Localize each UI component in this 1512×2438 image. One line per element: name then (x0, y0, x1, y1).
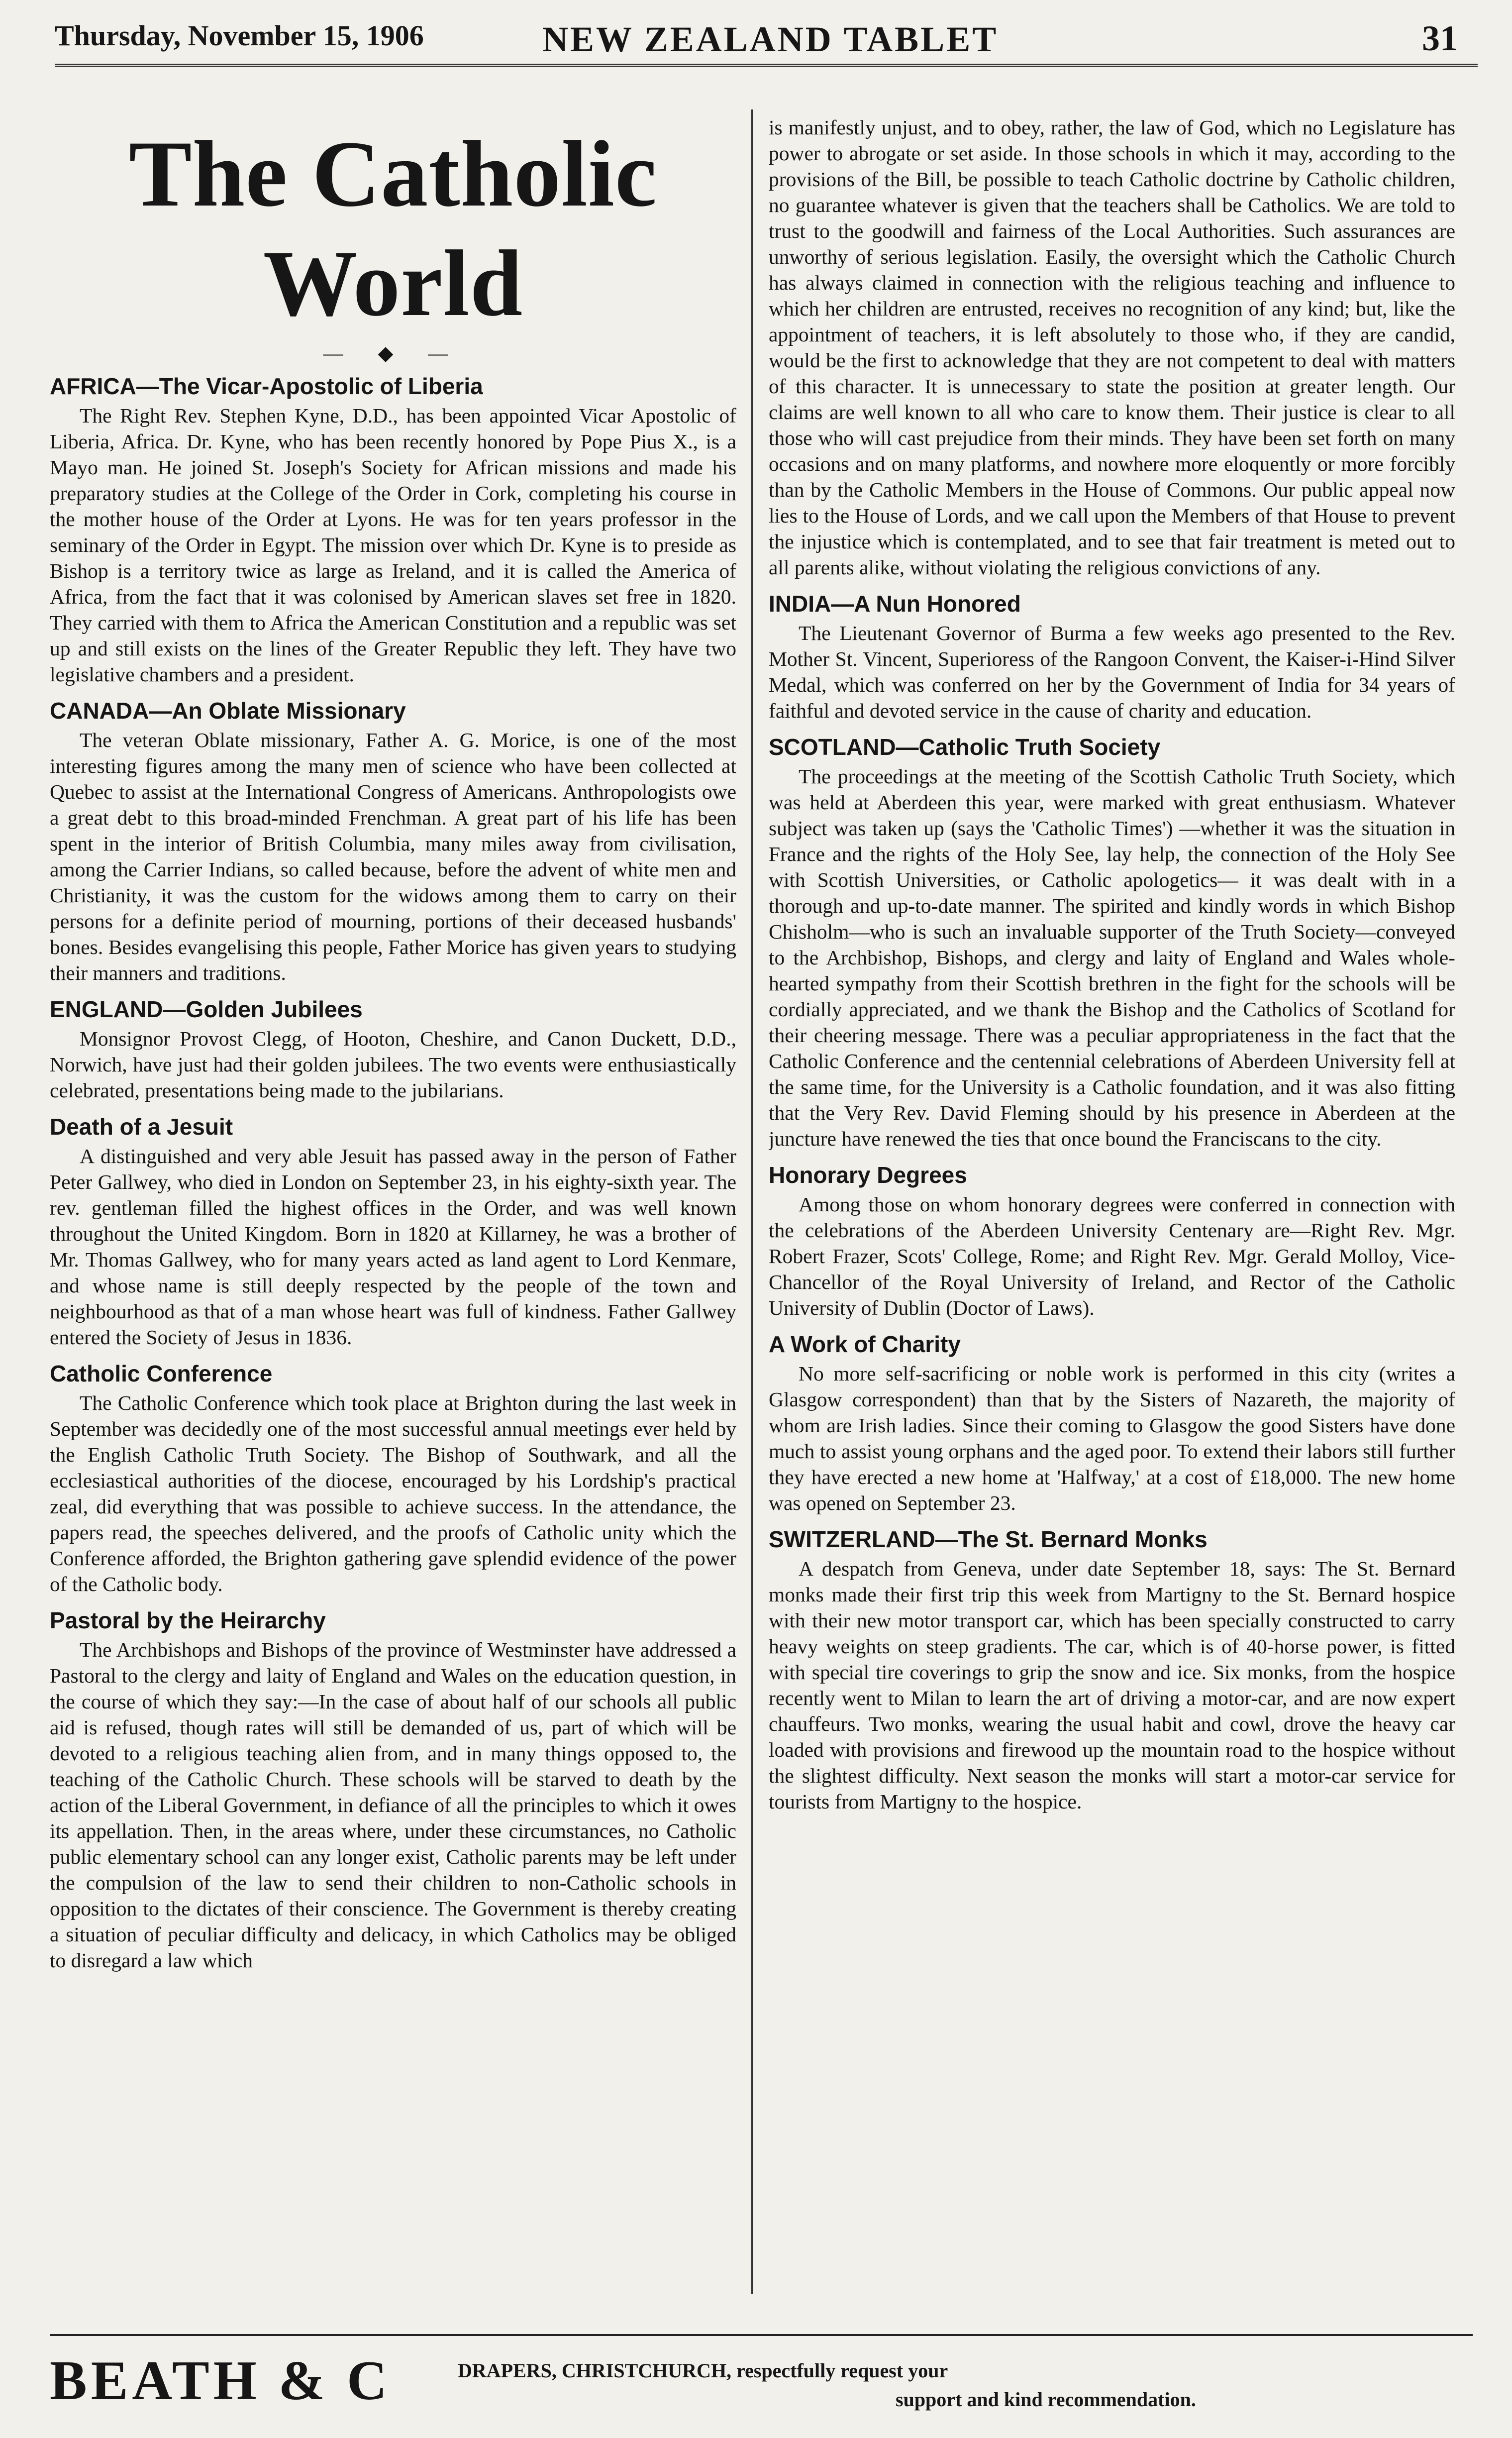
article-heading: SCOTLAND—Catholic Truth Society (769, 734, 1161, 760)
issue-date: Thursday, November 15, 1906 (55, 19, 424, 52)
article-switzerland (769, 1525, 1455, 1814)
article-heading: ENGLAND—Golden Jubilees (50, 996, 363, 1022)
article-heading: Honorary Degrees (769, 1162, 967, 1188)
article-heading: Death of a Jesuit (50, 1114, 233, 1140)
newspaper-title: NEW ZEALAND TABLET (542, 19, 999, 59)
ornament-divider: — ◆ — (323, 342, 463, 364)
article-body: Among those on whom honorary degrees were conferred in connection with the celebrations of the Aberdeen University Centenary are—Right Rev. Mgr. Robert Frazer, Scots' College, Rome; and Right Rev. Mgr. Gerald Molloy, Vice-Chancellor of the Royal University of Ireland, and Rector of the Catholic University of Dublin (Doctor of Laws). (769, 1193, 1455, 1319)
article-africa (50, 372, 736, 687)
masthead (55, 14, 1478, 89)
article-charity (769, 1330, 1455, 1516)
article-body: Monsignor Provost Clegg, of Hooton, Cheshire, and Canon Duckett, D.D., Norwich, have just had their golden jubilees. The two events were enthusiastically celebrated, presentations being made to the jubilarians. (50, 1027, 736, 1102)
article-jesuit (50, 1112, 736, 1350)
article-pastoral-continued (769, 114, 1455, 580)
article-conference (50, 1359, 736, 1597)
article-heading: Pastoral by the Heirarchy (50, 1607, 326, 1633)
article-degrees (769, 1161, 1455, 1321)
advertisement-footer (50, 2334, 1473, 2414)
article-body: The Archbishops and Bishops of the province of Westminster have addressed a Pastoral to the clergy and laity of England and Wales on the education question, in the course of which they say:—In the case of about half of our schools all public aid is refused, though rates will still be demanded of us, part of which will be devoted to a religious teaching alien from, and in many things opposed to, the teaching of the Catholic Church. These schools will be starved to death by the action of the Liberal Government, in defiance of all the principles to which it owes its appellation. Then, in the areas where, under these circumstances, no Catholic public elementary school can any longer exist, Catholic parents may be left under the compulsion of the law to send their children to non-Catholic schools in opposition to the dictates of their conscience. The Government is thereby creating a situation of peculiar difficulty and delicacy, in which Catholics may be obliged to disregard a law which (50, 1638, 736, 1972)
masthead-rule (55, 64, 1478, 67)
article-heading: Catholic Conference (50, 1361, 273, 1386)
article-pastoral (50, 1606, 736, 1973)
article-heading: AFRICA—The Vicar-Apostolic of Liberia (50, 373, 483, 399)
advertisement-line-2: support and kind recommendation. (896, 2388, 1196, 2411)
article-body: The Catholic Conference which took place at Brighton during the last week in September was decidedly one of the most successful annual meetings ever held by the English Catholic Truth Society. The Bishop of Southwark, and all the ecclesiastical authorities of the diocese, encouraged by his Lordship's practical zeal, did everything that was possible to achieve success. In the attendance, the papers read, the speeches delivered, and the proofs of Catholic unity which the Conference afforded, the Brighton gathering gave splendid evidence of the power of the Catholic body. (50, 1391, 736, 1595)
article-heading: SWITZERLAND—The St. Bernard Monks (769, 1526, 1208, 1552)
article-england (50, 995, 736, 1103)
article-india (769, 589, 1455, 724)
article-body: No more self-sacrificing or noble work is performed in this city (writes a Glasgow correspondent) than that by the Sisters of Nazareth, the majority of whom are Irish ladies. Since their coming to Glasgow the good Sisters have done much to assist young orphans and the aged poor. To extend their labors still further they have erected a new home at 'Halfway,' at a cost of £18,000. The new home was opened on September 23. (769, 1362, 1455, 1514)
article-body: The proceedings at the meeting of the Scottish Catholic Truth Society, which was held at Aberdeen this year, were marked with great enthusiasm. Whatever subject was taken up (says the 'Catholic Times') —whether it was the situation in France and the rights of the Holy See, lay help, the connection of the Holy See with Scottish Universities, or Catholic apologetics— it was dealt with in a thorough and up-to-date manner. The spirited and kindly words in which Bishop Chisholm—who is such an invaluable supporter of the Truth Society—conveyed to the Archbishop, Bishops, and clergy and laity of England and Wales whole-hearted sympathy from their Scottish brethren in the fight for the schools will be cordially appreciated, and we thank the Bishop and the Catholics of Scotland for their cheering message. There was a peculiar appropriateness in the fact that the Catholic Conference and the centennial celebrations of Aberdeen University fell at the same time, for the University is a Catholic foundation, and it was also fitting that the Very Rev. David Fleming should by his presence in Aberdeen at the juncture have renewed the ties that once bound the Franciscans to the city. (769, 765, 1455, 1150)
article-heading: INDIA—A Nun Honored (769, 591, 1021, 617)
article-scotland (769, 733, 1455, 1152)
page-number: 31 (1422, 18, 1458, 58)
left-column (50, 114, 736, 2289)
right-column (769, 114, 1455, 2289)
article-body: A distinguished and very able Jesuit has passed away in the person of Father Peter Gallwey, who died in London on September 23, in his eighty-sixth year. The rev. gentleman filled the highest offices in the Order, and was well known throughout the United Kingdom. Born in 1820 at Killarney, he was a brother of Mr. Thomas Gallwey, who for many years acted as land agent to Lord Kenmare, and whose name is still deeply respected by the people of the town and neighbourhood as that of a man whose heart was full of kindness. Father Gallwey entered the Society of Jesus in 1836. (50, 1145, 736, 1349)
article-body: The Right Rev. Stephen Kyne, D.D., has been appointed Vicar Apostolic of Liberia, Africa. Dr. Kyne, who has been recently honored by Pope Pius X., is a Mayo man. He joined St. Joseph's Society for African missions and made his preparatory studies at the College of the Order in Cork, completing his course in the mother house of the Order at Lyons. He was for ten years professor in the seminary of the Order in Egypt. The mission over which Dr. Kyne is to preside as Bishop is a territory twice as large as Ireland, and it is called the America of Africa, from the fact that it was colonised by American slaves set free in 1820. They carried with them to Africa the American Constitution and a republic was set up and still exists on the lines of the Greater Republic they left. They have two legislative chambers and a president. (50, 404, 736, 686)
section-title: The Catholic World (128, 122, 658, 336)
article-heading: A Work of Charity (769, 1331, 961, 1357)
advertisement-line-1: DRAPERS, CHRISTCHURCH, respectfully request your (458, 2359, 948, 2382)
column-divider (751, 109, 753, 2294)
article-body: The veteran Oblate missionary, Father A. G. Morice, is one of the most interesting figures among the many men of science who have been collected at Quebec to assist at the International Congress of Americans. Anthropologists owe a great debt to this broad-minded Frenchman. A great part of his life has been spent in the interior of British Columbia, many miles away from civilisation, among the Carrier Indians, so called because, before the advent of white men and Christianity, it was the custom for the widows among them to carry on their persons for a definite period of mourning, portions of their deceased husbands' bones. Besides evangelising this people, Father Morice has given years to studying their manners and traditions. (50, 729, 736, 984)
advertiser-name: BEATH & C (50, 2350, 391, 2412)
footer-rule (50, 2334, 1473, 2336)
article-heading: CANADA—An Oblate Missionary (50, 698, 406, 724)
article-body: is manifestly unjust, and to obey, rather, the law of God, which no Legislature has power to abrogate or set aside. In those schools in which it may, according to the provisions of the Bill, be possible to teach Catholic doctrine by Catholic children, no guarantee whatever is given that the teachers shall be Catholics. We are told to trust to the goodwill and fairness of the Local Authorities. Such assurances are unworthy of serious legislation. Easily, the oversight which the Catholic Church has always claimed in connection with the religious teaching and influence to which her children are entrusted, receives no recognition of any kind; but, like the appointment of teachers, it is left absolutely to those who, if they are candid, would be the first to acknowledge that they are not competent to deal with matters of this character. It is unnecessary to state the position at greater length. Our claims are well known to all who care to know them. Their justice is clear to all those who will cast prejudice from their minds. They have been set forth on many occasions and on many platforms, and nowhere more eloquently or more forcibly than by the Catholic Members in the House of Commons. Our public appeal now lies to the House of Lords, and we call upon the Members of that House to prevent the injustice which is contemplated, and to see that fair treatment is meted out to all parents alike, without violating the religious convictions of any. (769, 116, 1455, 579)
article-canada (50, 696, 736, 986)
article-body: A despatch from Geneva, under date September 18, says: The St. Bernard monks made their first trip this week from Martigny to the St. Bernard hospice with their new motor transport car, which has been specially constructed to carry heavy weights on steep gradients. The car, which is of 40-horse power, is fitted with special tire coverings to grip the snow and ice. Six monks, from the hospice recently went to Milan to learn the art of driving a motor-car, and are now expert chauffeurs. Two monks, wearing the usual habit and cowl, drove the heavy car loaded with provisions and firewood up the mountain road to the hospice without the slightest difficulty. Next season the monks will start a motor-car service for tourists from Martigny to the hospice. (769, 1557, 1455, 1813)
article-body: The Lieutenant Governor of Burma a few weeks ago presented to the Rev. Mother St. Vincent, Superioress of the Rangoon Convent, the Kaiser-i-Hind Silver Medal, which was conferred on her by the Government of India for 34 years of faithful and devoted service in the cause of charity and education. (769, 622, 1455, 722)
